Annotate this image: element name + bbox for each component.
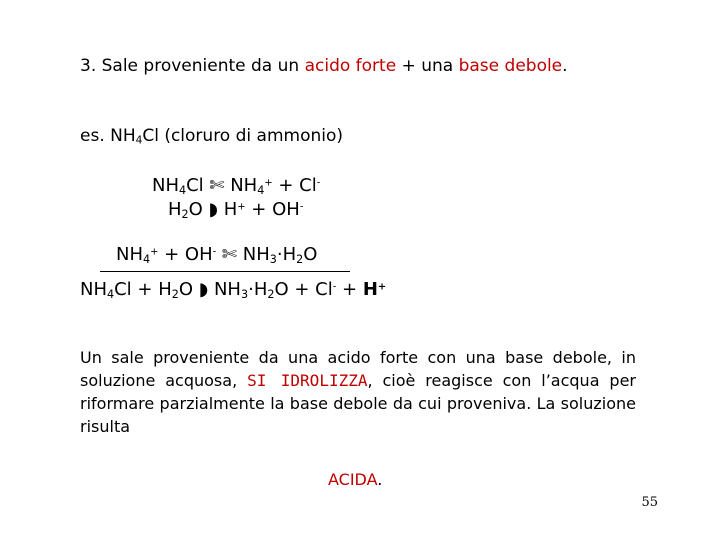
r3-c-sub: 3 bbox=[269, 252, 277, 266]
section-heading bbox=[80, 56, 568, 76]
r1-b-sup: + bbox=[264, 177, 273, 189]
r1-b-sub: 4 bbox=[257, 183, 265, 197]
r4-b-sub: 3 bbox=[240, 287, 249, 301]
paragraph-before: Un sale proveniente da una acido forte con una base debole, in soluzione acquosa, bbox=[80, 348, 636, 390]
example-subscript: 4 bbox=[135, 134, 143, 147]
reaction-ammonium-hydroxide bbox=[116, 244, 317, 265]
r3-c-dot: · bbox=[276, 244, 283, 265]
r1-a: NH bbox=[152, 175, 179, 196]
example-rest: Cl (cloruro di ammonio) bbox=[142, 126, 343, 146]
r3-c: NH bbox=[242, 244, 270, 265]
r1-c-sup: - bbox=[316, 177, 321, 189]
example-label: es. NH bbox=[80, 126, 136, 146]
heading-prefix: 3. Sale proveniente da un bbox=[80, 56, 305, 76]
r4-a: NH bbox=[80, 279, 107, 300]
r2-c: + OH bbox=[245, 199, 300, 220]
conclusion-line bbox=[328, 470, 382, 489]
page-number: 55 bbox=[641, 495, 658, 510]
equilibrium-arrow-icon: ◗ bbox=[198, 279, 209, 300]
hydrogen-ion bbox=[363, 279, 386, 300]
heading-end: . bbox=[562, 56, 568, 76]
r2-c-sup: - bbox=[299, 201, 304, 213]
r4-c: + bbox=[336, 279, 363, 300]
r3-c2-sub: 2 bbox=[296, 252, 304, 266]
equilibrium-arrow-icon: ◗ bbox=[208, 199, 219, 220]
r3-b-sup: - bbox=[212, 246, 217, 258]
r4-b2-rest: O + Cl bbox=[274, 279, 333, 300]
hydrogen-ion-charge: + bbox=[377, 281, 387, 293]
r3-c2-rest: O bbox=[303, 244, 318, 265]
r2-b-sup: + bbox=[237, 201, 246, 213]
conclusion-dot: . bbox=[377, 470, 383, 489]
reaction-water-equilibrium bbox=[168, 199, 303, 220]
heading-acid-term: acido forte bbox=[304, 56, 397, 76]
r3-a-sup: + bbox=[150, 246, 159, 258]
r4-a-rest: Cl + H bbox=[114, 279, 172, 300]
scissors-arrow-icon: ✄ bbox=[209, 175, 225, 196]
paragraph-after: , cioè reagisce con l’acqua per riformare parzialmente la base debole da cui proveniva. La soluzione risulta bbox=[80, 371, 636, 436]
heading-plus: + una bbox=[396, 56, 459, 76]
reaction-dissociation bbox=[152, 175, 320, 196]
scissors-arrow-icon: ✄ bbox=[216, 244, 243, 265]
hydrolysis-highlight: SI IDROLIZZA bbox=[247, 371, 368, 390]
r1-c: + Cl bbox=[272, 175, 317, 196]
r3-a-sub: 4 bbox=[143, 252, 151, 266]
heading-base-term: base debole bbox=[458, 56, 563, 76]
hydrogen-ion-symbol: H bbox=[362, 279, 378, 300]
r3-c2: H bbox=[282, 244, 297, 265]
r1-a-sub: 4 bbox=[179, 183, 187, 197]
reaction-net-hydrolysis bbox=[80, 279, 386, 300]
r3-b: + OH bbox=[158, 244, 213, 265]
r2-a-sub: 2 bbox=[181, 207, 189, 221]
acid-result: ACIDA bbox=[328, 470, 378, 489]
r4-b-dot: · bbox=[248, 279, 254, 300]
r4-a2-sub: 2 bbox=[171, 287, 179, 301]
r4-b-sup: - bbox=[332, 281, 337, 293]
r1-a-rest: Cl bbox=[186, 175, 210, 196]
r2-a: H bbox=[168, 199, 182, 220]
example-line bbox=[80, 126, 343, 146]
r4-a-sub: 4 bbox=[107, 287, 115, 301]
sum-divider-line bbox=[100, 271, 350, 272]
r1-b: NH bbox=[224, 175, 258, 196]
r4-a2-rest: O bbox=[178, 279, 199, 300]
r4-b2: H bbox=[253, 279, 268, 300]
r2-a-rest: O bbox=[188, 199, 209, 220]
r4-b2-sub: 2 bbox=[267, 287, 275, 301]
r2-b: H bbox=[218, 199, 238, 220]
r3-a: NH bbox=[116, 244, 143, 265]
r4-b: NH bbox=[208, 279, 241, 300]
explanation-paragraph bbox=[80, 346, 636, 438]
